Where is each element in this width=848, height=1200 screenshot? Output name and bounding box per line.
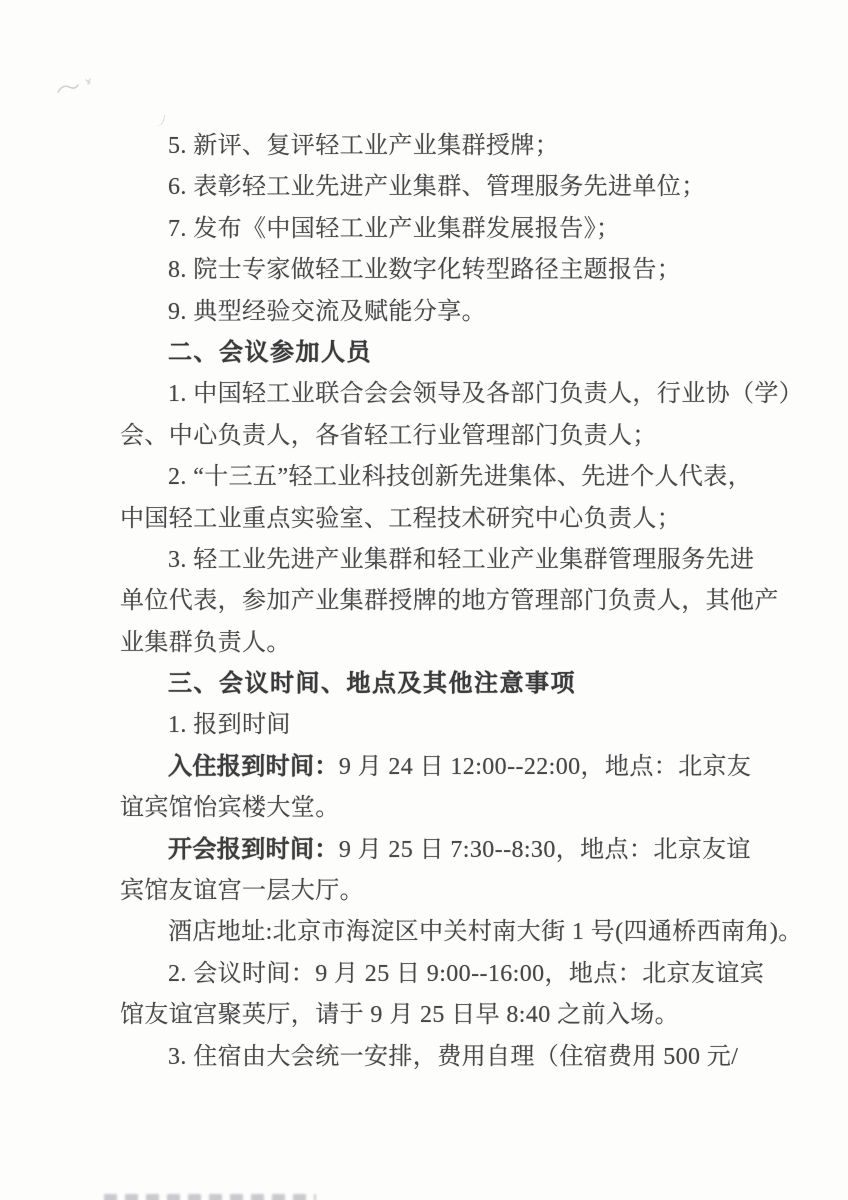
hotel-address-line: 酒店地址:北京市海淀区中关村南大街 1 号(四通桥西南角)。: [168, 919, 803, 946]
paragraph-line: 2. “十三五”轻工业科技创新先进集体、先进个人代表，: [168, 464, 753, 491]
paragraph-line: 中国轻工业重点实验室、工程技术研究中心负责人；: [120, 505, 682, 532]
meeting-check-in-value: 9 月 25 日 7:30--8:30，地点：北京友谊: [338, 836, 751, 863]
list-item-5: 5. 新评、复评轻工业产业集群授牌；: [168, 133, 560, 159]
paragraph-line: 业集群负责人。: [120, 629, 291, 656]
list-item-9: 9. 典型经验交流及赋能分享。: [168, 298, 486, 325]
document-text: [120, 126, 804, 1078]
check-in-time-label: 入住报到时间：: [168, 753, 339, 780]
paragraph-line: [120, 830, 750, 871]
paragraph-line: 3. 轻工业先进产业集群和轻工业产业集群管理服务先进: [168, 546, 755, 573]
paragraph-line: 1. 报到时间: [168, 712, 291, 739]
paragraph-line: 宾馆友谊宫一层大厅。: [120, 878, 364, 905]
list-item-7: 7. 发布《中国轻工业产业集群发展报告》；: [168, 215, 621, 242]
section-heading-participants: 二、会议参加人员: [168, 339, 372, 366]
paragraph-line: 会、中心负责人，各省轻工行业管理部门负责人；: [120, 422, 657, 449]
check-in-time-value: 9 月 24 日 12:00--22:00，地点：北京友: [338, 753, 752, 780]
list-item-6: 6. 表彰轻工业先进产业集群、管理服务先进单位；: [168, 174, 706, 201]
pencil-scribble-artifact: [56, 76, 98, 98]
paragraph-line: 1. 中国轻工业联合会会领导及各部门负责人，行业协（学）: [168, 381, 804, 408]
section-heading-time-place: 三、会议时间、地点及其他注意事项: [168, 671, 576, 698]
paragraph-line: 谊宾馆怡宾楼大堂。: [120, 795, 340, 822]
list-item-8: 8. 院士专家做轻工业数字化转型路径主题报告；: [168, 257, 682, 284]
paragraph-line: 3. 住宿由大会统一安排，费用自理（住宿费用 500 元/: [168, 1043, 739, 1070]
meeting-check-in-label: 开会报到时间：: [168, 836, 339, 863]
paragraph-line: 2. 会议时间：9 月 25 日 9:00--16:00，地点：北京友谊宾: [168, 960, 765, 987]
scan-edge-smudge-artifact: [104, 1194, 316, 1200]
paragraph-line: 馆友谊宫聚英厅，请于 9 月 25 日早 8:40 之前入场。: [120, 1002, 680, 1029]
paragraph-line: 单位代表，参加产业集群授牌的地方管理部门负责人，其他产: [120, 588, 779, 615]
paragraph-line: [120, 747, 750, 788]
